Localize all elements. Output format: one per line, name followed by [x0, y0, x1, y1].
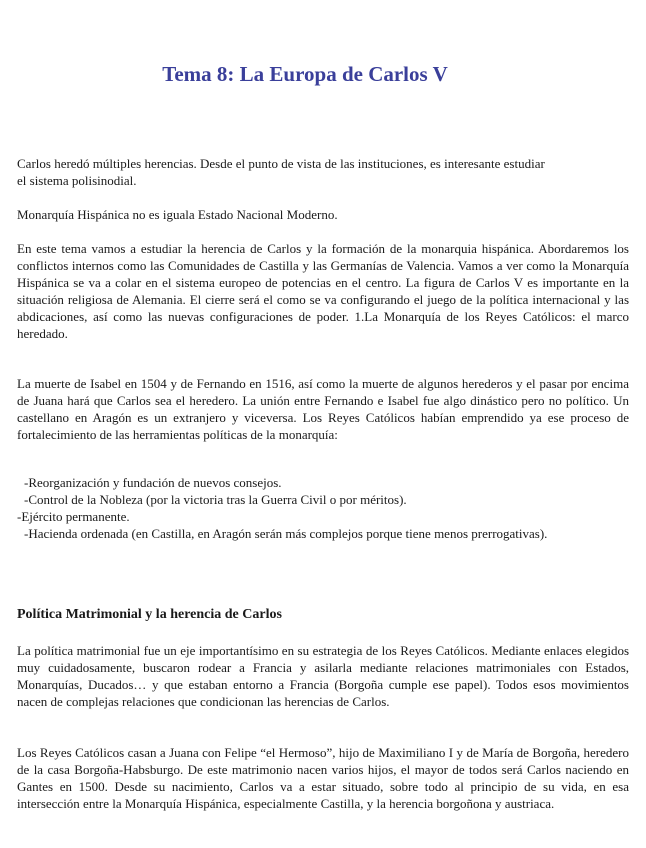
- paragraph-tema: En este tema vamos a estudiar la herencia de Carlos y la formación de la monarquia hispánica. Abordaremos los conflictos internos como las Comunidades de Castilla y las Germanías de Valencia. Vamos a ver como la Monarquía Hispánica se va a colar en el sistema europeo de potencias en el centro. La figura de Carlos V es importante en la situación religiosa de Alemania. El cierre será el como se va configurando el juego de la política internacional y las abdicaciones, así como las nuevas configuraciones de poder. 1.La Monarquía de los Reyes Católicos: el marco heredado.: [17, 241, 629, 341]
- paragraph-intro: Carlos heredó múltiples herencias. Desde el punto de vista de las instituciones, es interesante estudiar el sistema polisinodial.: [17, 156, 545, 188]
- list-item: -Ejército permanente.: [17, 509, 130, 524]
- paragraph-juana-felipe: Los Reyes Católicos casan a Juana con Felipe “el Hermoso”, hijo de Maximiliano I y de María de Borgoña, heredero de la casa Borgoña-Habsburgo. De este matrimonio nacen varios hijos, el mayor de todos será Carlos naciendo en Gantes en 1500. Desde su nacimiento, Carlos va a estar situado, sobre todo al principio de su vida, en esa intersección entre la Monarquía Hispánica, especialmente Castilla, y la herencia borgoñona y austriaca.: [17, 745, 629, 811]
- paragraph-politica-matrimonial: La política matrimonial fue un eje importantísimo en su estrategia de los Reyes Católicos. Mediante enlaces elegidos muy cuidadosamente, buscaron rodear a Francia y asilarla mediante relaciones matrimoniales con Estados, Monarquías, Ducados… y que estaban entorno a Francia (Borgoña cumple ese papel). Todos esos movimientos nacen de complejas relaciones que condicionan las herencias de Carlos.: [17, 643, 629, 709]
- list-item: -Reorganización y fundación de nuevos consejos.: [24, 475, 282, 490]
- herramientas-list: [17, 474, 629, 542]
- section-heading: Política Matrimonial y la herencia de Carlos: [17, 607, 282, 622]
- list-item: -Control de la Nobleza (por la victoria tras la Guerra Civil o por méritos).: [24, 492, 407, 507]
- document-title-text: Tema 8: La Europa de Carlos V: [162, 62, 448, 86]
- list-item: -Hacienda ordenada (en Castilla, en Aragón serán más complejos porque tiene menos prerrogativas).: [24, 526, 548, 541]
- paragraph-muerte-isabel: La muerte de Isabel en 1504 y de Fernando en 1516, así como la muerte de algunos herederos y el pasar por encima de Juana hará que Carlos sea el heredero. La unión entre Fernando e Isabel fue algo dinástico pero no político. Un castellano en Aragón es un extranjero y viceversa. Los Reyes Católicos habían emprendido ya ese proceso de fortalecimiento de las herramientas políticas de la monarquía:: [17, 376, 629, 442]
- document-title: [0, 62, 610, 87]
- paragraph-monarquia: Monarquía Hispánica no es iguala Estado Nacional Moderno.: [17, 207, 338, 222]
